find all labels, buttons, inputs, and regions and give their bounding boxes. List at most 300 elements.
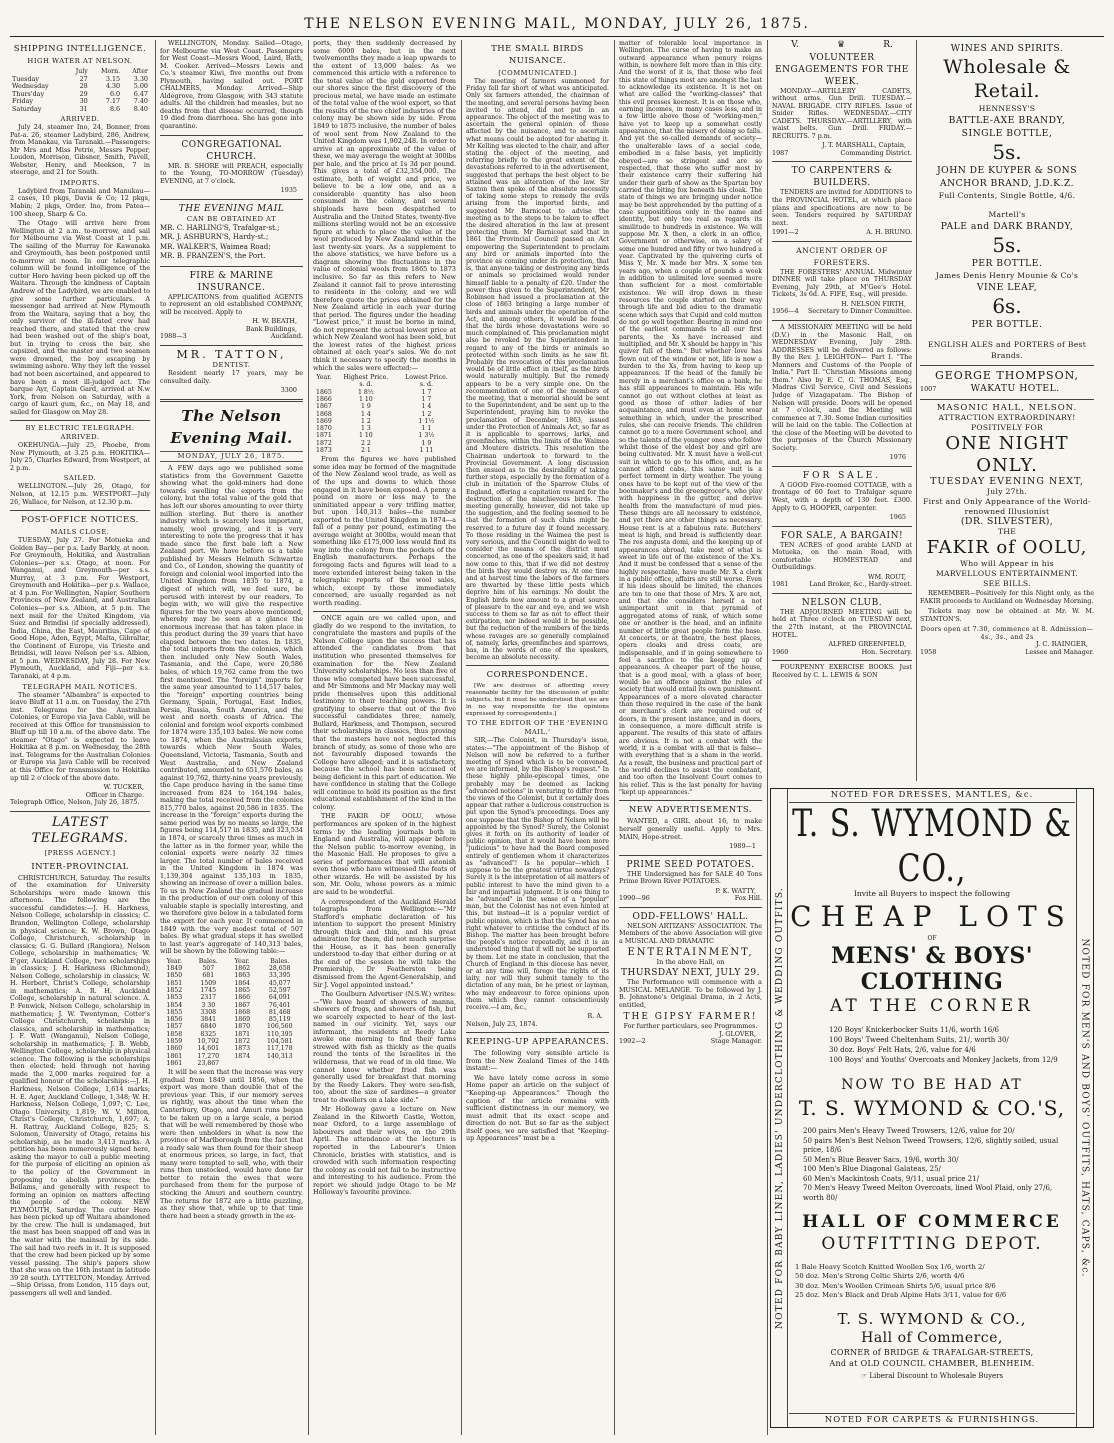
bargain-signed: WM. ROUT, — [868, 572, 906, 581]
potatoes-place: Fox Hill. — [734, 894, 762, 903]
price-martell: 5s. — [992, 233, 1022, 257]
one-night-only: ONE NIGHT ONLY. — [945, 433, 1069, 476]
wool-cell: 1857 — [166, 1023, 183, 1031]
list-item: 100 Boys' Tweed Cheltenham Suits, 21/, worth 30/ — [829, 1036, 1009, 1044]
single-bottle: SINGLE BOTTLE, — [961, 128, 1053, 139]
appear-in: Who will Appear in his — [960, 559, 1054, 568]
divider — [772, 241, 912, 242]
price-cell: 1 7 — [421, 388, 432, 396]
elec-arrived-text: OKEHUNGA.—July 25, Phoebe, from New Plymouth, at 3.25 p.m. HOKITIKA—July 25, Charles Edward, from Westport, at 2 p.m. — [10, 441, 150, 472]
tide-cell: Wednesday — [12, 82, 49, 91]
column-rule — [155, 40, 156, 1435]
wool-cell: 104,581 — [266, 1038, 293, 1046]
list-item: 100 Boys' and Youths' Overcoats and Monkey Jackets, from 12/9 — [829, 1056, 1058, 1064]
bargain-footer — [772, 581, 912, 589]
shirts-list — [789, 1263, 1075, 1301]
bargain-role: Land Broker, &c., Hardy-street. — [809, 580, 912, 589]
carpenters-signed: A. H. BRUNO. — [866, 228, 912, 237]
tide-cell: 8.40 — [133, 104, 148, 113]
attraction: ATTRACTION EXTRAORDINARY! — [938, 413, 1076, 422]
price-cell: 1865 — [316, 388, 332, 396]
church-text: MR. B. SHORE will PREACH, especially to the Young, TO-MORROW (Tuesday) EVENING, at 7 o'clock. — [160, 161, 303, 185]
masthead: THE NELSON EVENING MAIL, MONDAY, JULY 26, 1875. — [304, 16, 810, 32]
column-5 — [619, 40, 762, 1435]
wool-cell: 1863 — [234, 972, 251, 980]
wakatu-hotel: WAKATU HOTEL. — [970, 383, 1060, 394]
wymond-name: T. S. WYMOND & CO., — [792, 802, 1072, 891]
thompson-row — [920, 382, 1094, 395]
foresters-text: THE FORESTERS' ANNUAL Midwinter DINNER will take place on THURSDAY Evening, July 29th, at M'Gee's Hotel. Tickets, 3s 6d. A. FIFE, Esq., will preside. — [772, 267, 912, 299]
wool-cell: 1859 — [166, 1038, 183, 1046]
tickets-text: Tickets may now be obtained at Mr. W. M. STANTON'S. — [920, 607, 1094, 623]
nuisance-text: The meeting of farmers summoned for Friday fell far short of what was anticipated. Only six farmers attended, the chairman of the meeting, and several persons having been invited to attend, did not put in an appearance. The object of the meeting was to ascertain the general opinion of those affected by the nuisance, and to ascertain what means could be adopted for abating it. Mr Kelling was elected to the chair, and after stating the object of the meeting, and referring briefly to the great extent of the devastations referred to in the advertisement, suggested that perhaps the best object to be attained was an alteration of the law. Sir Saxton then spoke of the absolute necessity of taking some steps to remedy the evils arising from the imported birds, and suggested Mr Barnicoat to advise the meeting as to the steps to be taken to effect the desired alteration in the law at present protecting them. Mr Barnicoat said that in 1861 the Provincial Council passed an Act empowering the Superintendent to proclaim any bird or animals imported into the province as coming under its protection, that is, that anyone taking or destroying any birds or animals so proclaimed would render himself liable to a penalty of £20. Under the power thus given to the Superintendent, Mr Robinson had issued a proclamation at the close of 1863 bringing a large number of birds and animals under the operation of the Act, and, among others, it would be found that the birds whose devastations were so much complained of. This proclamation might also be revoked by the Superintendent in regard to any of the birds or animals so protected within such limits as he saw fit. Probably the revocation of this proclamation would be of little effect in itself, as the birds would naturally multiply. But the remedy appears to be a very simple one. On the recommendation of one of the members of the meeting, that a memorial should be sent to the Superintendent, and be sent up to the Superintendent, praying him to revoke the proclamation of December, 1863, issued under the Protection of Animals Act, so far as it is applicable to sparrows, larks, and greenfinches, within the limits of the Waimea and Moutere districts. This resolution the Chairman undertook to forward to the Provincial Government. A long discussion then ensued as to the desirability of taking further steps, especially by the formation of a club in imitation of the Sparrow Clubs of England, offering a capitation reward for the destruction of the mischievous birds. The meeting generally, however, did not take up the suggestion, and the feeling seemed to be that the formation of such clubs might be reserved to a future day if found necessary. To those residing in the Waimea the pest is very serious, and the Council might do well to consider the means of the district most concerned, as one of the speakers said, it had now come to this, that if we did not destroy the birds they would destroy us. At one time and at harvest time the labors of the farmers are thwarted by these little pests which deprive him of his earnings. No doubt the English birds now amount to a great source of pleasure to the ear and eye, and we wish success to them so far as not to effect their extirpation, nor indeed would it be possible, but the reduction of the numbers of the birds whose ravages are so generally complained of, namely, larks, greenfinches and sparrows, has, in the words of one of the speakers, become an absolute necessity. — [466, 78, 609, 662]
wanted-text: WANTED, a GIRL about 16, to make herself generally useful. Apply to Mrs. MAIN, Hope-street. — [619, 817, 762, 841]
left-side-text: NOTED FOR BABY LINEN, LADIES' UNDERCLOTHING & WEDDING OUTFITS. — [774, 887, 785, 1329]
wool-cell — [257, 1060, 304, 1067]
wool-cell: 1861 — [166, 1059, 183, 1067]
positively: POSITIVELY FOR — [970, 423, 1044, 432]
discount-text: Liberal Discount to Wholesale Buyers — [869, 1371, 1004, 1380]
tide-cell: 27 — [79, 74, 88, 83]
price-cell: 1867 — [316, 403, 332, 411]
list-item: 1 Bale Heavy Scotch Knitted Woollen Sox 1/6, worth 2/ — [795, 1263, 985, 1271]
discount-row — [789, 1372, 1075, 1381]
dekuyper: JOHN DE KUYPER & SONS — [936, 165, 1077, 176]
entertainment-date: THURSDAY NEXT, JULY 29. — [621, 967, 760, 978]
club-title: NELSON CLUB. — [801, 597, 883, 608]
wool-cell: 1852 — [166, 986, 183, 994]
mails-close-title: MAILS CLOSE. — [50, 528, 110, 537]
wool-cell: 1872 — [234, 1038, 251, 1046]
wool-cell: 1871 — [234, 1030, 251, 1038]
wool-cell: 1851 — [166, 979, 183, 987]
editorial-paragraph: ports, they then suddenly decreased by some 6000 bales, but in the next twelvemonths they made a leap upwards to the extent of 13,000 bales. As we commenced this article with a reference to the total value of the gold exported from our shores since the first discovery of the precious metal, we have made an estimate of the total value of the wool export, so that the results of the two chief industries of the colony may be shown side by side. From 1849 to 1875 inclusive, the number of bales of wool sent from New Zealand to the United Kingdom was 1,902,248. In order to arrive at an approximate of the value of these, we may average the weight at 300lbs per bale, and the price at 1s 3d per pound. This gives a total of £32,354,000. The estimate, both of weight and price, we believe to be a low one, and as a considerable quantity has also been consumed in the colony, and several shiploads have been despatched to Australia and the United States, twenty-five millions sterling would not be an excessive figure at which to place the value of the wool produced by New Zealand within the last twenty-six years. As a supplement to the above statistics, we have before us a diagram showing the fluctuations in the value of colonial wools from 1865 to 1873 inclusive. So far as this refers to New Zealand it cannot fail to prove interesting to residents in the colony, and we will therefore quote the prices obtained for the New Zealand article in each year during that period. The figures under the heading "Lowest price," it must be borne in mind, do not represent the actual lowest price at which New Zealand wool has been sold, but the lowest rates of the highest prices obtained at each year's sales. We do not think it necessary to specify the months in which the sales were effected:— — [313, 40, 456, 372]
tide-cell: Saturday — [12, 104, 42, 113]
fire-signed: H. W. BEATH, — [252, 317, 297, 326]
column-7 — [920, 40, 1094, 781]
price-cell: 1869 — [316, 417, 332, 425]
column-1 — [10, 40, 150, 1435]
editorial-paragraph: ONCE again are we called upon, and gladly do we respond to the invitation, to congratulate the masters and pupils of the Nelson College upon the success that has attended the candidates from that institution who presented themselves for examination for the New Zealand University scholarships. No less than five of those who competed have been successful, and Mr Simmons and Mr Mackay may well pride themselves upon this additional testimony to their teaching powers. It is gratifying to observe that out of the five successful candidates three, namely, Bullard, Harkness, and Thompson, secured their scholarships in classics, thus proving that the masters have not neglected this branch of study, as some of those who are not favourably disposed towards the College have alleged; and it is satisfactory, because the school has been accused of being deficient in this part of education. We have confidence in stating that the College will continue to hold its position as the first educational establishment of the kind in the colony. — [313, 614, 456, 811]
inter-provincial-title: INTER-PROVINCIAL — [31, 861, 129, 872]
entertainment-place: In the above Hall, on — [656, 958, 725, 967]
wymond-advertisement — [770, 788, 1094, 1428]
list-item: 50 doz. Men's Strong Celtic Shirts 2/6, worth 4/6 — [795, 1272, 965, 1281]
hall-of-commerce-2: Hall of Commerce, — [861, 1329, 1003, 1346]
electric-title: BY ELECTRIC TELEGRAPH. — [25, 424, 135, 433]
wool-cell: 3308 — [200, 1008, 217, 1016]
list-item: 30 doz. Men's Woollen Crimean Shirts 5/6, usual price 8/6 — [795, 1281, 996, 1290]
forsale-title: FOR SALE. — [802, 470, 882, 481]
club-footer — [772, 649, 912, 657]
wool-row — [160, 1002, 303, 1009]
wool-cell: 81,468 — [268, 1008, 291, 1016]
tatton-text: Resident nearly 17 years, may be consulted daily. — [160, 369, 303, 385]
per-bottle: PER BOTTLE. — [971, 319, 1043, 330]
agents-list — [160, 224, 303, 262]
divider — [920, 365, 1094, 366]
agent-item: MR. B. FRANZEN'S, the Port. — [160, 252, 266, 261]
tide-cell: 6.47 — [133, 89, 148, 98]
price-vine-leaf: 6s. — [992, 294, 1022, 318]
price-cell: 1868 — [316, 410, 332, 418]
wool-cell: 2317 — [200, 994, 217, 1002]
wool-row — [160, 980, 303, 987]
price-cell: 1 11 — [419, 447, 434, 455]
trowsers-list — [789, 1127, 1075, 1203]
potatoes-signed: P. K. WATTY, — [715, 886, 756, 895]
divider — [466, 1032, 609, 1033]
thompson-name: GEORGE THOMPSON, — [934, 369, 1079, 382]
volunteer-footer — [772, 150, 912, 158]
price-row — [313, 432, 456, 439]
entertainment-drama: THE GIPSY FARMER! — [623, 1012, 758, 1023]
latest-telegrams-title: LATEST TELEGRAMS. — [31, 814, 129, 846]
price-row — [313, 396, 456, 403]
wool-cell: 64,091 — [268, 994, 291, 1002]
divider — [160, 199, 303, 200]
divider — [10, 510, 150, 511]
fire-footer — [160, 333, 303, 341]
evening-mail-ad-sub: CAN BE OBTAINED AT — [186, 214, 277, 223]
correspondence-note: [We are desirous of affording every reasonable facility for the discussion of public subjects, but it must be understood that we are in no way responsible for the opinions expressed by correspondents.] — [466, 683, 609, 717]
potatoes-text: THE Undersigned has for SALE 40 Tons Prime Brown River POTATOES. — [619, 869, 762, 886]
wool-cell: 1868 — [234, 1008, 251, 1016]
column-6 — [772, 40, 912, 781]
wool-row — [160, 1060, 303, 1067]
july-27: July 27th. — [986, 487, 1028, 496]
carpenters-title: TO CARPENTERS & BUILDERS. — [791, 166, 893, 189]
divider — [10, 811, 150, 812]
full-contents: Full Contents, Single Bottle, 4/6. — [938, 191, 1076, 200]
tide-cell: 29 — [79, 89, 88, 98]
post-office-title: POST-OFFICE NOTICES. — [21, 515, 139, 526]
tide-cell: 4.30 — [105, 82, 121, 91]
arrived-title: ARRIVED. — [60, 115, 100, 124]
pointing-hand-icon: ☞ — [860, 1371, 868, 1380]
price-header: Lowest Price. — [405, 374, 448, 382]
vine-leaf: VINE LEAF, — [976, 282, 1038, 293]
divider — [772, 526, 912, 527]
divider — [466, 665, 609, 666]
price-unit: s. d. — [419, 381, 433, 389]
missionary-ref: 1976 — [889, 453, 906, 462]
entertainment-role: Stage Manager. — [710, 1037, 762, 1046]
elec-sailed-text: WELLINGTON.—July 26, Otago, for Nelson, at 12.15 p.m. WESTPORT—July 26, Wallace, for Nelson, at 12.30 p.m. — [10, 482, 150, 506]
wool-export-table — [160, 958, 303, 1067]
wymond-name-3: T. S. WYMOND & CO., — [837, 1309, 1027, 1328]
volunteer-ref: 1987 — [772, 148, 789, 157]
foresters-footer — [772, 308, 912, 316]
pale-dark: PALE and DARK BRANDY, — [940, 221, 1074, 232]
divider — [772, 593, 912, 594]
club-ref: 1960 — [772, 647, 789, 656]
carpenters-text: TENDERS are invited for ADDITIONS to the PROVINCIAL HOTEL, at which place plans and specifications are now to be seen. Tenders required by SATURDAY next. — [772, 188, 912, 227]
price-cell: 1 8½ — [357, 388, 374, 396]
bargain-ref: 1981 — [772, 580, 789, 589]
column-rule — [614, 40, 615, 1435]
wool-cell: 1865 — [234, 986, 251, 994]
foresters-title: ANCIENT ORDER OF FORESTERS. — [796, 245, 888, 267]
outfitting-depot: OUTFITTING DEPOT. — [821, 1234, 1043, 1254]
wymond-right-side — [1076, 789, 1092, 1427]
potatoes-footer — [619, 895, 762, 903]
editorial-paragraph: A correspondent of the Auckland Herald telegraphs from Wellington:—"Mr Stafford's emphatic declaration of his intention to support the present Ministry through thick and thin, and his great admiration for them, did not much surprise the House, as it has been generally understood to-day that either during or at the end of the session he will take the Premiership, Dr Featherston being dismissed from the Agent-Generalship, and Sir J. Vogel appointed instead." — [313, 897, 456, 989]
column-2 — [160, 40, 303, 1435]
price-row — [313, 411, 456, 418]
corner-address: CORNER of BRIDGE & TRAFALGAR-STREETS, — [830, 1347, 1034, 1357]
divider — [160, 399, 303, 402]
wool-row — [160, 1045, 303, 1052]
now-to-be-had: NOW TO BE HAD AT — [841, 1077, 1023, 1093]
keeping-intro: The following very sensible article is from the New Zealand Times of the 14th instant:— — [466, 1049, 609, 1073]
foresters-role: Secretary to Dinner Committee. — [808, 307, 912, 316]
entertainment-signed: J. GLOVER, — [719, 1029, 756, 1038]
wool-cell: 681 — [202, 972, 215, 980]
wool-cell: 3841 — [200, 1016, 217, 1024]
wool-cell: 3 30 — [201, 1001, 216, 1009]
divider — [619, 855, 762, 856]
potatoes-ref: 1990—96 — [619, 894, 650, 903]
wool-row — [160, 994, 303, 1001]
editorial-paragraph: The Goulburn Advertiser (N.S.W.) writes:—"We have heard of showers of manna, showers of frogs, and showers of fish, but we scarcely expected to hear of the last-named in our vicinity. Yet, says our informant, the residents at Reedy Lake awoke one morning to find their farms strewed with fish as thickly as the quails round the tents of the Israelites in the wilderness, that we read of in old time. We cannot know whether fried fish was generally used for breakfast that morning by the Reedy Lakers. They were sea-fish, too, about the size of sardines—a greater treat to dwellers on a lake side." — [313, 990, 456, 1104]
tuesday-evening: TUESDAY EVENING NEXT, — [930, 476, 1084, 487]
bottom-banner: NOTED FOR CARPETS & FURNISHINGS. — [789, 1413, 1075, 1427]
wool-cell: 1850 — [166, 972, 183, 980]
divider — [160, 135, 303, 136]
column-3 — [313, 40, 456, 1435]
tucker-role: Officer in Charge. — [85, 790, 144, 799]
tatton-role: DENTIST. — [212, 361, 251, 370]
tide-header: July — [75, 68, 88, 75]
column-rule — [308, 40, 309, 1435]
fire-ref: 1988—3 — [160, 332, 187, 341]
wool-row — [160, 1009, 303, 1016]
club-role: Hon. Secretary. — [861, 647, 912, 656]
volunteer-role: Commanding District. — [840, 148, 912, 157]
price-row — [313, 403, 456, 410]
list-item: 50 pairs Men's Best Nelson Tweed Trowsers, 12/6, slightly soiled, usual price, 18/6 — [803, 1136, 1059, 1154]
correspondence-to: TO THE EDITOR OF THE 'EVENING MAIL.' — [466, 719, 609, 737]
see-bills: SEE BILLS. — [983, 579, 1031, 588]
communicated-label: [COMMUNICATED.] — [498, 69, 577, 77]
column-rule — [767, 40, 768, 1435]
bargain-title: FOR SALE, A BARGAIN! — [780, 530, 904, 541]
wool-cell: 1860 — [166, 1045, 183, 1053]
keeping-text: We have lately come across in some Home paper an article on the subject of "Keeping-up Appearances." Though the caption of the article remains with sufficient distinctness in our memory, we must admit that its exact scope and direction do not. But so far as the subject itself goes, we are satisfied that "Keeping-up Appearances" must be a — [466, 1073, 609, 1143]
vr-header — [772, 42, 912, 50]
wool-cell: 507 — [202, 965, 215, 973]
remember-text: REMEMBER—Positively for this Night only, as the FAKIR proceeds to Auckland on Wednesday Morning. — [920, 589, 1094, 605]
agent-item: MR. C. HARLING'S, Trafalgar-st.; — [160, 223, 280, 232]
wool-cell: 85,119 — [268, 1016, 291, 1024]
tide-table — [10, 68, 150, 113]
wool-cell: 1862 — [234, 965, 251, 973]
correspondence-title: CORRESPONDENCE. — [486, 670, 589, 681]
wanted-ref: 1989—1 — [729, 842, 756, 851]
entertainment-title: ENTERTAINMENT, — [627, 947, 754, 959]
tide-cell: 3.15 — [105, 74, 121, 83]
wool-header: Year. — [166, 957, 182, 965]
editorial-paragraph: THE FAKIR OF OOLU, whose performances are spoken of in the highest terms by the leading journals both in England and Australia, will appear before the Nelson public to-morrow evening, in the Masonic Hall. He proposes to give a series of performances that will astonish even those who have witnessed the feats of other wizards. He will be assisted by his son, Mr. Oolu, whose powers as a mimic are said to be wonderful. — [313, 812, 456, 896]
tide-row — [10, 106, 150, 114]
wool-cell: 1849 — [166, 965, 183, 973]
tide-cell: 7.40 — [133, 97, 148, 106]
first-appearance: First and Only Appearance of the World-renowned Illusionist — [923, 497, 1091, 516]
masthead-rule — [10, 36, 1104, 37]
high-water-title: HIGH WATER AT NELSON. — [27, 57, 133, 65]
press-agency: [PRESS AGENCY.] — [44, 848, 116, 857]
keeping-title: KEEPING-UP APPEARANCES. — [466, 1037, 609, 1048]
price-cell: 1872 — [316, 439, 332, 447]
wool-cell: 6840 — [200, 1023, 217, 1031]
evening-mail-ad-title: THE EVENING MAIL — [178, 203, 285, 214]
wool-cell: 1855 — [166, 1008, 183, 1016]
shipping-title: SHIPPING INTELLIGENCE. — [13, 44, 147, 54]
price-cell: 1 4 — [421, 403, 432, 411]
divider — [10, 420, 150, 421]
forsale-text: A GOOD Five-roomed COTTAGE, with a frontage of 60 feet to Trafalgar square West, with a depth of 130 feet. £300. Apply to G. HOOPER, carpenter. — [772, 480, 912, 512]
inter-provincial-text: CHRISTCHURCH, Saturday. The results of the examination for University Scholarships were made known this afternoon. The following are the successful candidates:—J. H. Harkness, Nelson College, scholarship in classics; C. Brandon, Wellington College, scholarship in physical science; K. W. Brown, Otago College, Christchurch, scholarship in classics; G. G. Bullard (Rangiora), Nelson College, scholarship in mathematics; W. E'ger, Auckland College, two scholarships in classics; J. H. Harkness (Richmond), Nelson College, scholarship in classics; W. H. Herbert, Christ's College, scholarship in mathematics; A. R. H. Auckland College, scholarship in natural science. A. P. Fenwick, Nelson College, scholarship in mathematics; J. W. Twentyman, Cotter's College Christchurch, scholarship in classics, and scholarship in mathematics; J. F. Watt (Wanganui), Nelson College, scholarship in mathematics; J. B. Webb, Wellington College, scholarship in physical science. The following is the scholarships then elected; held through not having made the 2,000 marks required for a qualified honour of the scholarships:—J. H. Harkness, Nelson College, 1,614 marks; H. E. Ager, Auckland College, 1,348; W. H. Harkness, Nelson College, 1,097; C. Lee, Otago University, 1,819; W. V. Milton, Christ's College, Christchurch, 1,697; A. H. Rattray, Auckland College, 825; S. Solomon, University of Otago, retains his scholarship, as he made 3,413 marks. A petition has been numerously signed here, asking the mayor to call a public meeting for the purpose of eliciting an opinion as to the policy of the Government in proposing to abolish provinces; the Bellams, and generally with respect to forming an opinion on matters affecting the people of the colony. NEW PLYMOUTH, Saturday. The cutter Hero has been picked up off Waitara abandoned by the crew. The hull is undamaged, but the mast has been snapped off and was in the water with the mainsail by its side. The sail had two reefs in it. It is supposed that the crew had been picked up by some vessel passing. The ship's papers show that she was on the 16th instant in latitude 39 28 south. LYTTELTON, Monday. Arrived—Ship Orissa, from London, 115 days out, passengers all well and landed. — [10, 873, 150, 1297]
tatton-title: MR. TATTON, — [176, 348, 287, 362]
fire-title: FIRE & MARINE INSURANCE. — [189, 270, 274, 293]
price-row — [313, 447, 456, 454]
wool-cell: 28,658 — [268, 965, 291, 973]
crown-icon: ♛ — [837, 40, 846, 50]
tucker-name: W. TUCKER, — [103, 783, 144, 792]
telegraph-mail-text: The steamer "Albambra" is expected to leave Bluff at 11 a.m. on Tuesday, the 27th inst. Telegrams for the Australian Colonies, or Europe via Java Cable, will be received at this Office for transmission to Bluff up till 10 a.m. of the above date. The steamer "Otago" is expected to leave Hokitika at 8 p.m. on Wednesday, the 28th inst. Telegrams for the Australian Colonies or Europe via Java Cable will be received at this Office for transmission to Hokitika up till 2 o'clock of the above date. — [10, 690, 150, 782]
tide-cell: Thurs'day — [12, 89, 45, 98]
new-ads-title: NEW ADVERTISEMENTS. — [628, 805, 753, 816]
entertainment-text: The Performance will commence with a MUSICAL MELANGE. To be followed by J. B. Johnstone's Original Drama, in 2 Acts, entitled, — [619, 977, 762, 1009]
ales: ENGLISH ALES and PORTERS of Best Brands. — [927, 340, 1087, 360]
wool-cell: 1873 — [234, 1045, 251, 1053]
wool-cell: 140,313 — [266, 1052, 293, 1060]
list-item: 70 Men's Heavy Tweed Melton Overcoats, lined Wool Plaid, only 27/6, worth 80/ — [803, 1184, 1053, 1202]
foresters-ref: 1956—4 — [772, 307, 799, 316]
wool-cell: 45,077 — [268, 979, 291, 987]
list-item: 200 pairs Men's Heavy Tweed Trowsers, 12/6, value for 20/ — [803, 1127, 1015, 1135]
divider — [920, 399, 1094, 400]
divider — [772, 161, 912, 162]
agent-item: MR. WALKER'S, Waimea Road; — [160, 242, 271, 251]
tatton-ref: 3300 — [280, 386, 297, 395]
imports-text: Ladybird from Taranaki and Manukau—2 cases, 10 pkgs, Davis & Co; 12 pkgs, Mabin; 2 pkgs, Order. Ino, from Patea—100 sheep, Sharp & Co. — [10, 186, 150, 218]
price-cell: 1 9 — [421, 439, 432, 447]
wool-cell: 17,270 — [197, 1052, 220, 1060]
wool-header: Year. — [234, 957, 250, 965]
divider — [772, 320, 912, 321]
volunteer-title: VOLUNTEER ENGAGEMENTS FOR THE WEEK. — [775, 52, 909, 87]
hall-of-commerce: HALL OF COMMERCE — [802, 1212, 1062, 1232]
shipping-news: The Otago will arrive here from Wellington at 2 a.m. to-morrow, and sail for Melbourne via West Coast at 1 p.m. The sailing of the Murray for Kawanaka and Greymouth, has been postponed until to-morrow at noon. In our telegraphic column will be found intelligence of the cutter Hero having been picked up off the Waitara. Through the kindness of Captain Andrew of the Ladybird, we are enabled to give some further particulars. A messenger had arrived at New Plymouth from the Waitara, saying that a boy, the only survivor of the ill-fated crew had reached there, and stated that the crew had been washed out of the ship's boat, but in trying to cross the bar, she capsized, and the master and two seamen were drowned, the boy escaping by swimming ashore. Why they left the vessel had not been ascertained, and appeared to have been a most ill-judged act. The barque Ayr, Captain Gard, arrived at N.w York, from Nelson on Saturday, with a cargo of kauri gum, &c., on May 18, and sailed for Glasgow on May 28. — [10, 219, 150, 416]
wool-cell: 76,461 — [268, 1001, 291, 1009]
divider — [619, 800, 762, 801]
price-header: Year. — [316, 374, 332, 382]
nuisance-title: THE SMALL BIRDS NUISANCE. — [491, 44, 584, 66]
fire-address: Bank Buildings, — [245, 324, 297, 333]
divider — [160, 345, 303, 346]
masonic-hall: MASONIC HALL, NELSON. — [936, 403, 1078, 413]
telegraph-mail-title: TELEGRAPH MAIL NOTICES. — [22, 682, 138, 691]
price-cell: 1866 — [316, 395, 332, 403]
price-row — [313, 425, 456, 432]
wool-row — [160, 1038, 303, 1045]
wool-cell: 1509 — [200, 979, 217, 987]
mails-text: TUESDAY, July 27. For Motueka and Golden Bay—per p.s. Lady Barkly, at noon. For Greymouth, Hokitika, and Australian Colonies—per s.s. Otago, at noon. For Wanganui, and Greymouth—per s.s. Murray, at 3 p.m. For Westport, Greymouth and Hokitika—per p.s. Wallace, at 4 p.m. For Wellington, Napier, Southern Provinces of New Zealand, and Australian Colonies—per s.s. Albion, at 5 p.m. The next mail for the United Kingdom, via Suez and Brindisi (if specially addressed), India, China, the East, Mauritius, Cape of Good Hope, Aden, Egypt, Malta, Gibraltar, the Continent of Europe, via Trieste and Brindisi, will leave Nelson per s.s. Albion, at 5 p.m. WEDNESDAY, July 28. For New Plymouth, Auckland, and Fiji—per s.s. Taranaki, at 4 p.m. — [10, 536, 150, 680]
fire-place: Auckland. — [270, 332, 303, 341]
entertainment-sig-row — [619, 1038, 762, 1046]
the-label: THE — [997, 527, 1017, 536]
at-the-corner: AT THE CORNER — [830, 996, 1034, 1016]
volunteer-text: MONDAY—ARTILLERY CADETS, without arms. Gun Drill. TUESDAY.—NAVAL BRIGADE. CITY RIFLES. Issue of Snider Rifles. WEDNESDAY.—CITY CADETS. THURSDAY.—ARTILLERY, with waist belts. Gun Drill. FRIDAY.—RECRUITS. 7 p.m. — [772, 86, 912, 140]
divider — [160, 266, 303, 267]
divider — [772, 466, 912, 467]
fire-text: APPLICATIONS from qualified AGENTS to represent an old established COMPANY, will be received. Apply to — [160, 292, 303, 316]
editorial-paragraph: From the figures we have published some idea may be formed of the magnitude of the New Zealand wool trade, as well as of the ups and downs to which those engaged in it have been exposed. A penny a pound on more or less may to the uninitiated appear a very trifling matter, but upon 140,313 bales—the number exported to the United Kingdom in 1874—a fall of a penny per pound, estimating the average weight at 300lbs, would mean that something like £175,000 less would find its way into the colony from the pockets of the English manufacturers. Perhaps the foregoing facts and figures will lead to a more extended interest being taken in the telegraphic reports of the wool sales, which, except by those immediately concerned, are usually regarded as not worth reading. — [313, 455, 456, 607]
wymond-left-side — [772, 789, 788, 1427]
wool-cell: 1867 — [234, 1001, 251, 1009]
price-cell: 1 7 — [421, 395, 432, 403]
rainger-ref: 1958 — [920, 647, 937, 656]
price-cell: 1 10 — [358, 395, 373, 403]
wines-title: WINES AND SPIRITS. — [950, 43, 1064, 54]
elec-sailed-title: SAILED. — [63, 474, 97, 483]
divider — [619, 907, 762, 908]
price-cell: 1 3½ — [418, 432, 435, 440]
rainger-role: Lessee and Manager. — [1025, 647, 1094, 656]
wool-cell: 1856 — [166, 1016, 183, 1024]
wool-row — [160, 972, 303, 979]
wymond-inner — [789, 789, 1075, 1427]
martell: Martell's — [988, 210, 1026, 219]
volunteer-signed: J. T. MARSHALL, Captain, — [822, 141, 906, 150]
price-cell: 1 2 — [360, 417, 371, 425]
price-cell: 1 2 — [421, 410, 432, 418]
wool-cell: 23,867 — [197, 1059, 220, 1067]
tide-cell: 7.17 — [105, 97, 121, 106]
wool-cell: 1861 — [166, 1052, 183, 1060]
cheap-lots: CHEAP LOTS — [790, 900, 1074, 933]
keeping-continued: matter of tolerable local importance in Wellington. The curse of having to make an outward appearance when penury reigns within, is nowhere felt more than in this city. And the worst of it is, that those who feel this state of things most are amongst the last to acknowledge its existence. It is not on what are called the "working-classes" that this evil presses keenest. It is on those who, earning incomes, in many cases less, and in a few little above those of "working-men," have yet to keep up a somewhat costly appearance, that the misery of doing so falls. And yet the so-called demands of society—the unalterable laws of a social code, embodied in a false basis, yet implicitly obeyed—are so stringent and are so respected, that those who suffer most by their existence carry their suffering hid under their garb of show as the Spartan boy carried the biting fox beneath his cloak. The state of things we are bringing under notice may be best apprehended by the putting of a case supposititious only in the name and identity, but only too real as regards its similitude to hundreds in existence. We will suppose Mr. X then, a clerk in an office, Government or otherwise, on a salary of some one hundred and fifty or two hundred a year. Captivated by the quivering curls of Miss Y, Mr. X made her Mrs. X some ten years ago, when a couple of pounds a week in addition to unlimited love seemed more than sufficient for a most comfortable existence. We will drop down in these resources the couple started on their way through life and bid adieu to the dramatic scene which says that Cupid and cold mutton do not go well together. Bearing in mind one of the earliest commands to all our first parents, the Xs have increased and multiplied, and Mr. X should be happy in "his quiver full of them." But whether love has flown out of the window or not, life is now a burden to the Xs, from having to keep up appearances. If the head of the family be merely in a merchant's office on a bank, he has still appearances to maintain. His wife cannot go out without clothes at least as good as those of other ladies of her acquaintance, and must even at home wear something in which, under the prescribed rules, she can receive friends. The children cannot go to a mere Government school, and so the talents of the younger ones who follow whilst those of the eldest boy and girl are being cultivated. Mr. X must have a well-cut suit in which to go to his office, and, as he cannot afford cabs, this same suit is a perfect torment in dirty weather. The young ones have to be kept out of the view of the bootmaker's and the greengrocer's, who play with happiness in the gutter, and derive health from the manufacture of mud pies. These things are all necessary to existence, and yet there are other things as necessary. House rent is at a fabulous rate. Butchers' meat is high, and bread is sufficiently dear. The res angusta domi, and the keeping up of appearances abroad, take most of what is sweet in life out of the existence of the X's. And it must be confessed that a sense of the highly respectable, have made Mr. X a clerk in a public office, affairs are still worse. Even if his ideas should be limited, the chances are ten to one that those of Mrs. X are not, and that she considers herself a not unimportant unit in that pyramid of aggregated atoms of rank, of which some one or another is the head, and an infinite number of little great people form the base. At concerts, or at theatre, the best places, opera cloaks and dress coats, are indispensable, and if in going somewhere to feel a sacrifice to the keeping up of appearances. A cheaper part of the house, that is a good meal, with a glass of beer, would be an offence against the rules of society that would entail its own punishment. Appearances of a more elevated character than those required in the case of the bank or merchant's clerk are required out of doors, in the present instance, and in doors, in consequence, a more difficult strife is apparent. The results of this state of affairs are obvious. It is not a combat with the world, it is a combat with all that is false—with everything that is a sham in the world. As a result, the business and practical part of the world declines to assist the combatant, and too often the Insolvent Court comes to his relief. This is the last penalty for having "kept up appearances." — [619, 40, 762, 797]
wool-cell: 1858 — [166, 1030, 183, 1038]
per-bottle: PER BOTTLE. — [971, 258, 1043, 269]
anchor-brand: ANCHOR BRAND, J.D.K.Z. — [939, 178, 1075, 189]
wool-cell: 14,601 — [197, 1045, 220, 1053]
correspondence-sig: R. A. — [587, 1012, 603, 1021]
mounie: James Denis Henry Mounie & Co's — [935, 271, 1079, 280]
list-item: 100 Men's Blue Diagonal Galateas, 25/ — [803, 1165, 941, 1173]
column-4 — [466, 40, 609, 1435]
wool-row — [160, 1031, 303, 1038]
tide-cell: 6.0 — [109, 89, 121, 98]
tide-cell: 5.00 — [133, 82, 148, 91]
doors-text: Doors open at 7.30, commence at 8. Admission—4s., 3s., and 2s — [920, 625, 1094, 641]
wool-cell — [228, 1060, 257, 1067]
price-cell: 1871 — [316, 432, 332, 440]
invite-text: Invite all Buyers to inspect the following — [853, 889, 1011, 898]
tide-cell: 31 — [79, 104, 88, 113]
correspondence-text: SIR,—The Colonist, in Thursday's issue, states:—"The appointment of the Bishop of Nelson will now be referred to a further meeting of Synod which is to be convened, we are informed, by the Bishop's request." In these highly philo-episcopal times, one probably may be deemed as lacking "advanced notions" in venturing to differ from the views of the Colonist, but it certainly does appear that rather a ludicrous construction is put upon the Synod's proceedings. Does any one suppose that the Bishop of Nelson will be appointed by the Synod? Surely, the Colonist gives it forth on its authority of leader of public opinion, that it would have been more "judicious" to have had the Board composed entirely of gentlemen whom it characterizes as "advanced"! Is he popular—which I suppose to be the greatest virtue nowadays? Surely it is the interpretation of all matters of public interest to have the mind given to a fair and impartial judgment. It is one thing to be "advanced" in the sense of a "popular" man, but the Colonist has not even hinted at this, but instead—it is a popular verdict of public opinion, which is that the Synod has no right whatever to criticise the conduct of its Bishop. The matter has been brought before the people's notice repeatedly, and it is an understood thing that it will not be supported by them. Let me state in conclusion, that the Church of England in this diocese has never, or at any time will, forego the rights of its laity, nor will they submit tamely to the dictation of any man, be he priest or layman, who may endeavour to force opinions upon them which they cannot conscientiously receive.—I am, &c., — [466, 737, 609, 1011]
clothing-list — [789, 1025, 1075, 1065]
price-row — [313, 440, 456, 447]
wool-row — [160, 1023, 303, 1030]
editorial-paragraph: It will be seen that the increase was very gradual from 1849 until 1856, when the export was more than double that of the previous year. This, if our memory serves us rightly, was about the time when the Canterbury, Otago, and Amuri runs began to be taken up on a large scale, a period that will be well remembered by those who were then unholders in what is now the province of Marlborough from the fact that a ready sale was then found for their sheep at enormous prices, so large, in fact, that many were tempted to sell, who, with their runs then unstocked, would have done far better to retain the ewes that were purchased from them for the purpose of stocking the Amuri and southern country. The returns for 1872 are a little puzzling, as they show that, while up to that time there had been a steady growth in the ex- — [160, 1068, 303, 1220]
price-row — [313, 389, 456, 396]
artizans-text: NELSON ARTIZANS' ASSOCIATION. The Members of the above Association will give a MUSICAL AND DRAMATIC — [619, 921, 762, 945]
rainger-name: J. C. RAINGER, — [1035, 640, 1088, 648]
forsale-ref: 1965 — [889, 513, 906, 522]
